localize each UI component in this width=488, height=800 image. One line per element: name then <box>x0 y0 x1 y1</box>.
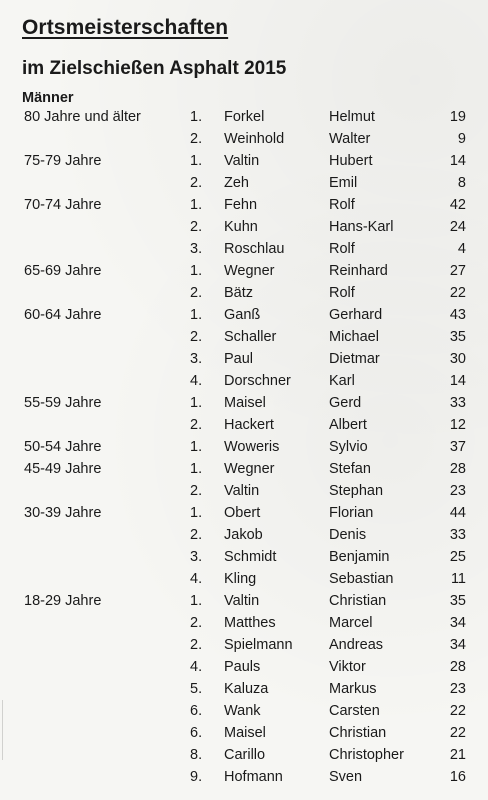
rank-cell: 1. <box>190 395 203 411</box>
result-row <box>0 480 488 502</box>
last-name-cell: Ganß <box>224 307 261 323</box>
result-row <box>0 744 488 766</box>
result-row <box>0 590 488 612</box>
score-cell: 27 <box>449 263 466 279</box>
last-name-cell: Weinhold <box>224 131 285 147</box>
rank-cell: 1. <box>190 197 203 213</box>
last-name-cell: Maisel <box>224 395 266 411</box>
score-cell: 28 <box>449 461 466 477</box>
score-cell: 23 <box>449 681 466 697</box>
age-group-label: 45-49 Jahre <box>24 461 102 477</box>
first-name-cell: Florian <box>329 505 374 521</box>
rank-cell: 5. <box>190 681 203 697</box>
result-row <box>0 414 488 436</box>
score-cell: 19 <box>449 109 466 125</box>
result-row <box>0 326 488 348</box>
first-name-cell: Gerd <box>329 395 362 411</box>
result-row <box>0 216 488 238</box>
score-cell: 35 <box>449 329 466 345</box>
result-row <box>0 568 488 590</box>
rank-cell: 8. <box>190 747 203 763</box>
score-cell: 34 <box>449 615 466 631</box>
rank-cell: 3. <box>190 241 203 257</box>
first-name-cell: Sven <box>329 769 363 785</box>
score-cell: 8 <box>457 175 466 191</box>
rank-cell: 1. <box>190 593 203 609</box>
rank-cell: 4. <box>190 571 203 587</box>
first-name-cell: Sylvio <box>329 439 368 455</box>
score-cell: 9 <box>457 131 466 147</box>
first-name-cell: Helmut <box>329 109 375 125</box>
last-name-cell: Valtin <box>224 153 260 169</box>
rank-cell: 1. <box>190 109 203 125</box>
result-row <box>0 370 488 392</box>
last-name-cell: Forkel <box>224 109 265 125</box>
result-row <box>0 260 488 282</box>
first-name-cell: Christopher <box>329 747 404 763</box>
first-name-cell: Benjamin <box>329 549 390 565</box>
age-group-label: 70-74 Jahre <box>24 197 102 213</box>
first-name-cell: Gerhard <box>329 307 383 323</box>
first-name-cell: Albert <box>329 417 367 433</box>
first-name-cell: Rolf <box>329 241 355 257</box>
first-name-cell: Markus <box>329 681 377 697</box>
last-name-cell: Dorschner <box>224 373 291 389</box>
result-row <box>0 458 488 480</box>
last-name-cell: Wank <box>224 703 261 719</box>
last-name-cell: Valtin <box>224 593 260 609</box>
rank-cell: 2. <box>190 417 203 433</box>
score-cell: 4 <box>457 241 466 257</box>
result-row <box>0 700 488 722</box>
rank-cell: 1. <box>190 153 203 169</box>
last-name-cell: Schaller <box>224 329 277 345</box>
rank-cell: 2. <box>190 615 203 631</box>
rank-cell: 6. <box>190 703 203 719</box>
rank-cell: 2. <box>190 483 203 499</box>
result-row <box>0 172 488 194</box>
last-name-cell: Kling <box>224 571 257 587</box>
last-name-cell: Hofmann <box>224 769 283 785</box>
first-name-cell: Carsten <box>329 703 380 719</box>
rank-cell: 3. <box>190 549 203 565</box>
first-name-cell: Sebastian <box>329 571 394 587</box>
last-name-cell: Fehn <box>224 197 258 213</box>
result-row <box>0 634 488 656</box>
rank-cell: 2. <box>190 527 203 543</box>
score-cell: 14 <box>449 373 466 389</box>
result-row <box>0 656 488 678</box>
score-cell: 33 <box>449 395 466 411</box>
result-row <box>0 304 488 326</box>
first-name-cell: Denis <box>329 527 367 543</box>
score-cell: 30 <box>449 351 466 367</box>
result-row <box>0 106 488 128</box>
first-name-cell: Stefan <box>329 461 371 477</box>
rank-cell: 4. <box>190 373 203 389</box>
result-row <box>0 524 488 546</box>
rank-cell: 1. <box>190 439 203 455</box>
rank-cell: 1. <box>190 263 203 279</box>
last-name-cell: Wegner <box>224 461 275 477</box>
result-row <box>0 128 488 150</box>
result-row <box>0 436 488 458</box>
score-cell: 22 <box>449 285 466 301</box>
age-group-label: 18-29 Jahre <box>24 593 102 609</box>
score-cell: 25 <box>449 549 466 565</box>
result-row <box>0 612 488 634</box>
rank-cell: 6. <box>190 725 203 741</box>
score-cell: 23 <box>449 483 466 499</box>
first-name-cell: Hubert <box>329 153 373 169</box>
first-name-cell: Stephan <box>329 483 384 499</box>
last-name-cell: Kuhn <box>224 219 258 235</box>
rank-cell: 2. <box>190 175 203 191</box>
last-name-cell: Roschlau <box>224 241 285 257</box>
result-row <box>0 238 488 260</box>
rank-cell: 2. <box>190 329 203 345</box>
score-cell: 24 <box>449 219 466 235</box>
rank-cell: 2. <box>190 131 203 147</box>
rank-cell: 9. <box>190 769 203 785</box>
page-subtitle: im Zielschießen Asphalt 2015 <box>22 58 287 79</box>
first-name-cell: Reinhard <box>329 263 388 279</box>
score-cell: 16 <box>449 769 466 785</box>
result-row <box>0 722 488 744</box>
score-cell: 22 <box>449 703 466 719</box>
last-name-cell: Matthes <box>224 615 276 631</box>
last-name-cell: Spielmann <box>224 637 293 653</box>
score-cell: 33 <box>449 527 466 543</box>
score-cell: 12 <box>449 417 466 433</box>
result-row <box>0 502 488 524</box>
last-name-cell: Zeh <box>224 175 249 191</box>
score-cell: 11 <box>450 571 466 587</box>
score-cell: 21 <box>449 747 466 763</box>
age-group-label: 50-54 Jahre <box>24 439 102 455</box>
first-name-cell: Walter <box>329 131 371 147</box>
rank-cell: 2. <box>190 219 203 235</box>
last-name-cell: Bätz <box>224 285 254 301</box>
last-name-cell: Hackert <box>224 417 274 433</box>
first-name-cell: Marcel <box>329 615 373 631</box>
rank-cell: 1. <box>190 505 203 521</box>
first-name-cell: Christian <box>329 593 387 609</box>
result-row <box>0 348 488 370</box>
age-group-label: 75-79 Jahre <box>24 153 102 169</box>
first-name-cell: Christian <box>329 725 387 741</box>
first-name-cell: Dietmar <box>329 351 380 367</box>
age-group-label: 55-59 Jahre <box>24 395 102 411</box>
score-cell: 34 <box>449 637 466 653</box>
first-name-cell: Rolf <box>329 285 355 301</box>
last-name-cell: Woweris <box>224 439 280 455</box>
last-name-cell: Schmidt <box>224 549 277 565</box>
score-cell: 43 <box>449 307 466 323</box>
score-cell: 44 <box>449 505 466 521</box>
first-name-cell: Hans-Karl <box>329 219 394 235</box>
last-name-cell: Paul <box>224 351 254 367</box>
page-title: Ortsmeisterschaften <box>22 16 229 39</box>
result-row <box>0 282 488 304</box>
score-cell: 28 <box>449 659 466 675</box>
rank-cell: 3. <box>190 351 203 367</box>
rank-cell: 4. <box>190 659 203 675</box>
age-group-label: 65-69 Jahre <box>24 263 102 279</box>
results-table <box>0 106 488 788</box>
first-name-cell: Andreas <box>329 637 384 653</box>
rank-cell: 2. <box>190 285 203 301</box>
scan-edge-mark <box>2 700 3 760</box>
first-name-cell: Emil <box>329 175 358 191</box>
result-row <box>0 678 488 700</box>
score-cell: 42 <box>449 197 466 213</box>
age-group-label: 80 Jahre und älter <box>24 109 141 125</box>
last-name-cell: Kaluza <box>224 681 269 697</box>
rank-cell: 2. <box>190 637 203 653</box>
rank-cell: 1. <box>190 307 203 323</box>
section-heading: Männer <box>22 90 74 106</box>
last-name-cell: Obert <box>224 505 261 521</box>
score-cell: 14 <box>449 153 466 169</box>
score-cell: 37 <box>449 439 466 455</box>
last-name-cell: Valtin <box>224 483 260 499</box>
last-name-cell: Pauls <box>224 659 261 675</box>
first-name-cell: Karl <box>329 373 355 389</box>
first-name-cell: Viktor <box>329 659 366 675</box>
age-group-label: 30-39 Jahre <box>24 505 102 521</box>
rank-cell: 1. <box>190 461 203 477</box>
age-group-label: 60-64 Jahre <box>24 307 102 323</box>
result-row <box>0 150 488 172</box>
last-name-cell: Maisel <box>224 725 266 741</box>
last-name-cell: Carillo <box>224 747 266 763</box>
last-name-cell: Jakob <box>224 527 263 543</box>
result-row <box>0 766 488 788</box>
score-cell: 22 <box>449 725 466 741</box>
last-name-cell: Wegner <box>224 263 275 279</box>
result-row <box>0 194 488 216</box>
score-cell: 35 <box>449 593 466 609</box>
result-row <box>0 546 488 568</box>
result-row <box>0 392 488 414</box>
first-name-cell: Rolf <box>329 197 355 213</box>
first-name-cell: Michael <box>329 329 379 345</box>
